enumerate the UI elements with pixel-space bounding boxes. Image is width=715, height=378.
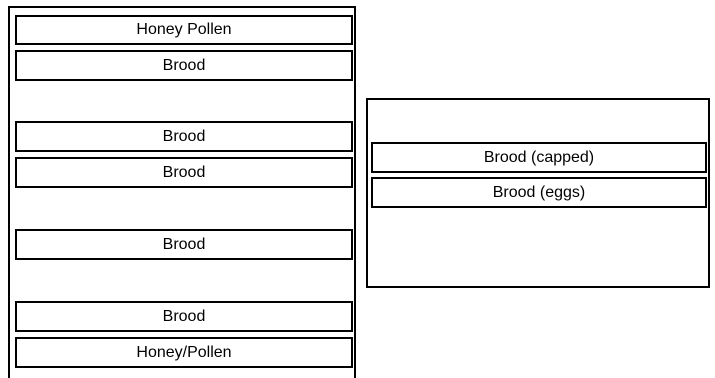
frame-label: Brood (capped) [483,148,595,166]
right-frame-2 [371,177,707,208]
left-frame-1 [15,15,353,45]
right-frame-1 [371,142,707,173]
frame-label: Brood [162,163,206,181]
frame-label: Brood [162,307,206,325]
left-frame-6 [15,301,353,332]
left-frame-2 [15,50,353,81]
left-frame-3 [15,121,353,152]
frame-label: Brood (eggs) [492,183,586,201]
frame-label: Brood [162,127,206,145]
left-frame-5 [15,229,353,260]
frame-label: Honey/Pollen [136,343,232,361]
left-frame-7 [15,337,353,368]
left-frame-4 [15,157,353,188]
frame-label: Brood [162,235,206,253]
frame-label: Brood [162,56,206,74]
frame-label: Honey Pollen [136,21,232,38]
